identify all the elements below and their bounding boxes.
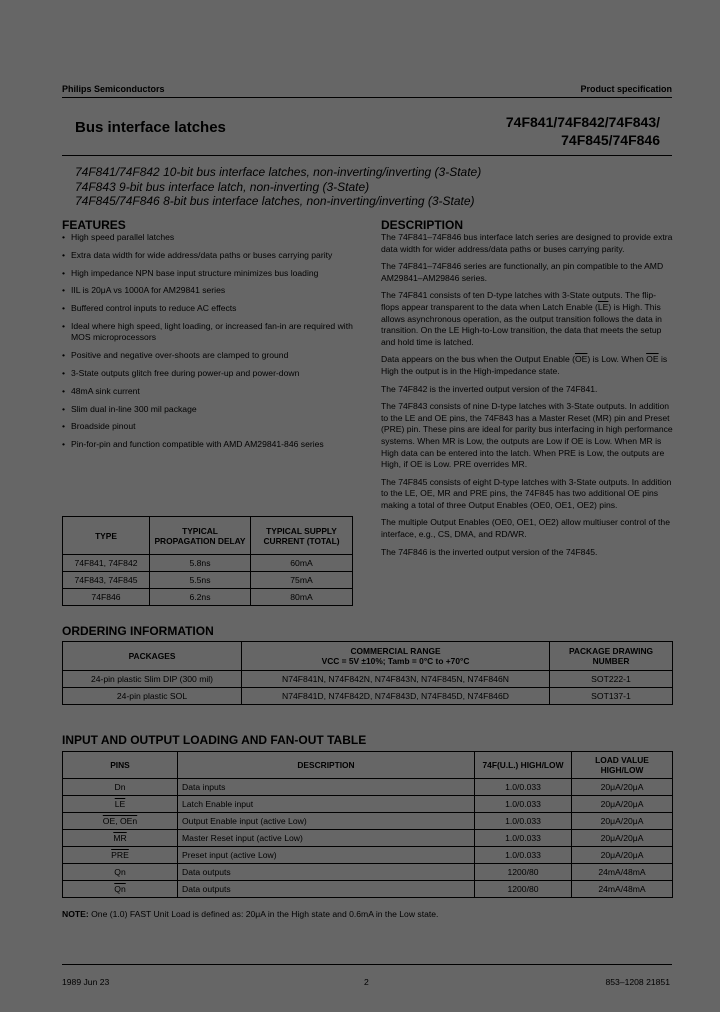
title-rule <box>62 155 672 156</box>
table-note <box>62 909 438 919</box>
ordering-heading: ORDERING INFORMATION <box>62 624 214 638</box>
table-cell: 24mA/48mA <box>572 881 673 898</box>
table-cell: 1.0/0.033 <box>475 779 572 796</box>
description-heading: DESCRIPTION <box>381 218 464 232</box>
table-header: LOAD VALUE HIGH/LOW <box>572 752 673 779</box>
footer-page-number: 2 <box>364 977 369 987</box>
table-header: TYPICAL SUPPLY CURRENT (TOTAL) <box>251 517 353 555</box>
description-paragraph: The 74F841–74F846 bus interface latch series are designed to provide extra data width for wider address/data paths or buses carrying parity. <box>381 232 673 254</box>
note-text: One (1.0) FAST Unit Load is defined as: 20μA in the High state and 0.6mA in the Low state. <box>91 909 439 919</box>
table-cell: Data outputs <box>178 881 475 898</box>
table-cell: N74F841N, N74F842N, N74F843N, N74F845N, N74F846N <box>242 671 550 688</box>
table-row <box>63 555 353 572</box>
company-name: Philips Semiconductors <box>62 84 165 94</box>
header-rule <box>62 97 672 98</box>
table-cell: Output Enable input (active Low) <box>178 813 475 830</box>
table-row <box>63 572 353 589</box>
table-row <box>63 671 673 688</box>
table-cell: $\overline{PRE}$ <box>63 847 178 864</box>
table-header: TYPE <box>63 517 150 555</box>
table-cell: 1200/80 <box>475 864 572 881</box>
list-item: • Positive and negative over-shoots are clamped to ground <box>62 350 362 362</box>
list-item: • 3-State outputs glitch free during power-up and power-down <box>62 368 362 380</box>
table-cell: $\overline{Qn}$ <box>63 881 178 898</box>
part-line-2: 74F845/74F846 <box>561 132 660 148</box>
table-cell: 5.5ns <box>150 572 251 589</box>
type-table <box>62 516 353 606</box>
description-body <box>381 232 673 564</box>
description-paragraph <box>381 290 673 348</box>
table-header: PACKAGE DRAWING NUMBER <box>550 642 673 671</box>
table-cell: 1200/80 <box>475 881 572 898</box>
footer-date: 1989 Jun 23 <box>62 977 110 987</box>
part-numbers <box>506 113 660 149</box>
text-run: The 74F841 consists of ten D-type latches with 3-State outputs. The flip-flops appear transparent to the data when Latch Enable ( <box>381 290 656 312</box>
description-paragraph: The 74F843 consists of nine D-type latches with 3-State outputs. In addition to the LE and OE pins, the 74F843 has a Master Reset (MR) pin and Preset (PRE) pin. These pins are ideal for parity bus interfacing in high performance systems. When MR is Low, the outputs are Low if OE is Low. When MR is High data can be entered into the latch. When PRE is Low, the outputs are High, if OE is Low. PRE overrides MR. <box>381 401 673 470</box>
table-cell: 1.0/0.033 <box>475 813 572 830</box>
table-cell: Data inputs <box>178 779 475 796</box>
table-cell: OE, OEn <box>63 813 178 830</box>
table-row <box>63 881 673 898</box>
list-item: • Broadside pinout <box>62 421 362 433</box>
list-item: • 48mA sink current <box>62 386 362 398</box>
table-cell: 74F846 <box>63 589 150 606</box>
page-title: Bus interface latches <box>75 119 226 136</box>
list-item: • Ideal where high speed, light loading, or increased fan-in are required with MOS microprocessors <box>62 321 362 344</box>
table-cell: 24mA/48mA <box>572 864 673 881</box>
table-cell: SOT222-1 <box>550 671 673 688</box>
doc-type: Product specification <box>580 84 672 94</box>
table-cell: 80mA <box>251 589 353 606</box>
header-line: COMMERCIAL RANGE <box>350 646 441 656</box>
table-cell: N74F841D, N74F842D, N74F843D, N74F845D, N74F846D <box>242 688 550 705</box>
table-header: TYPICAL PROPAGATION DELAY <box>150 517 251 555</box>
table-cell: Latch Enable input <box>178 796 475 813</box>
text-run: $\overline{OE}$ <box>574 354 588 365</box>
table-row <box>63 589 353 606</box>
table-cell: Preset input (active Low) <box>178 847 475 864</box>
part-line-1: 74F841/74F842/74F843/ <box>505 114 660 130</box>
subtitle-block <box>75 165 481 209</box>
table-row <box>63 688 673 705</box>
footer-code: 853–1208 21851 <box>605 977 670 987</box>
table-cell: 1.0/0.033 <box>475 830 572 847</box>
table-cell: 74F841, 74F842 <box>63 555 150 572</box>
text-run: ) is High. This allows asynchronous operation, as the output transition follows the data in transition. On the LE High-to-Low transition, the data that meets the setup and hold time is latched. <box>381 301 662 347</box>
table-cell: 60mA <box>251 555 353 572</box>
text-run: $\overline{OE}$ <box>646 354 659 365</box>
table-header <box>242 642 550 671</box>
table-cell: 24-pin plastic SOL <box>63 688 242 705</box>
description-paragraph: The 74F841–74F846 series are functionally, an pin compatible to the AMD AM29841–AM29846 series. <box>381 261 664 283</box>
list-item: • Extra data width for wide address/data paths or buses carrying parity <box>62 250 362 262</box>
table-cell: 5.8ns <box>150 555 251 572</box>
table-cell: 20μA/20μA <box>572 779 673 796</box>
loading-table <box>62 751 673 898</box>
table-cell: 1.0/0.033 <box>475 796 572 813</box>
table-row <box>63 813 673 830</box>
list-item: • Buffered control inputs to reduce AC effects <box>62 303 362 315</box>
features-heading: FEATURES <box>62 218 126 232</box>
text-run: is High the output is in the High-impedance state. <box>381 354 668 376</box>
description-paragraph: The 74F846 is the inverted output version of the 74F845. <box>381 546 598 557</box>
table-header: PINS <box>63 752 178 779</box>
table-cell: Master Reset input (active Low) <box>178 830 475 847</box>
list-item: • IIL is 20μA vs 1000A for AM29841 series <box>62 285 362 297</box>
table-cell: 20μA/20μA <box>572 847 673 864</box>
table-cell: Data outputs <box>178 864 475 881</box>
subtitle-1: 74F841/74F842 10-bit bus interface latches, non-inverting/inverting (3-State) <box>75 165 482 179</box>
description-paragraph: The 74F845 consists of eight D-type latches with 3-State outputs. In addition to the LE, OE, MR and PRE pins, the 74F845 has two additional OE pins making a total of three Output Enables (OE0, OE1, OE2) pins. <box>381 476 672 510</box>
table-cell: 20μA/20μA <box>572 813 673 830</box>
table-cell: SOT137-1 <box>550 688 673 705</box>
description-paragraph <box>381 354 673 377</box>
table-row <box>63 864 673 881</box>
table-row <box>63 847 673 864</box>
table-cell: Dn <box>63 779 178 796</box>
table-row <box>63 830 673 847</box>
ordering-table <box>62 641 673 705</box>
subtitle-2: 74F843 9-bit bus interface latch, non-inverting (3-State) <box>75 179 370 194</box>
table-cell: $\overline{LE}$ <box>63 796 178 813</box>
table-cell: 1.0/0.033 <box>475 847 572 864</box>
table-cell: 75mA <box>251 572 353 589</box>
text-run: ) is Low. When <box>587 354 647 365</box>
list-item: • Slim dual in-line 300 mil package <box>62 404 362 416</box>
table-header: 74F(U.L.) HIGH/LOW <box>475 752 572 779</box>
list-item: • High speed parallel latches <box>62 232 362 244</box>
description-paragraph: The multiple Output Enables (OE0, OE1, OE2) allow multiuser control of the interface, e.g., CS, DMA, and RD/WR. <box>381 517 670 540</box>
table-cell: 20μA/20μA <box>572 830 673 847</box>
text-run: Data appears on the bus when the Output Enable ( <box>381 354 575 365</box>
table-row <box>63 796 673 813</box>
features-list <box>62 232 362 457</box>
table-header: DESCRIPTION <box>178 752 475 779</box>
footer-rule <box>62 964 672 965</box>
description-paragraph: The 74F842 is the inverted output version of the 74F841. <box>381 383 598 394</box>
table-cell: $\overline{MR}$ <box>63 830 178 847</box>
table-header: PACKAGES <box>63 642 242 671</box>
table-cell: 6.2ns <box>150 589 251 606</box>
table-cell: Qn <box>63 864 178 881</box>
table-cell: 20μA/20μA <box>572 796 673 813</box>
loading-heading: INPUT AND OUTPUT LOADING AND FAN-OUT TABLE <box>62 733 367 747</box>
list-item: • High impedance NPN base input structure minimizes bus loading <box>62 268 362 280</box>
note-label: NOTE: <box>62 909 89 919</box>
subtitle-3: 74F845/74F846 8-bit bus interface latches, non-inverting/inverting (3-State) <box>75 194 475 208</box>
table-row <box>63 779 673 796</box>
text-run: $\overline{LE}$ <box>597 301 609 312</box>
table-cell: 74F843, 74F845 <box>63 572 150 589</box>
table-cell: 24-pin plastic Slim DIP (300 mil) <box>63 671 242 688</box>
list-item: • Pin-for-pin and function compatible with AMD AM29841-846 series <box>62 439 362 451</box>
header-line: VCC = 5V ±10%; Tamb = 0°C to +70°C <box>321 656 470 666</box>
